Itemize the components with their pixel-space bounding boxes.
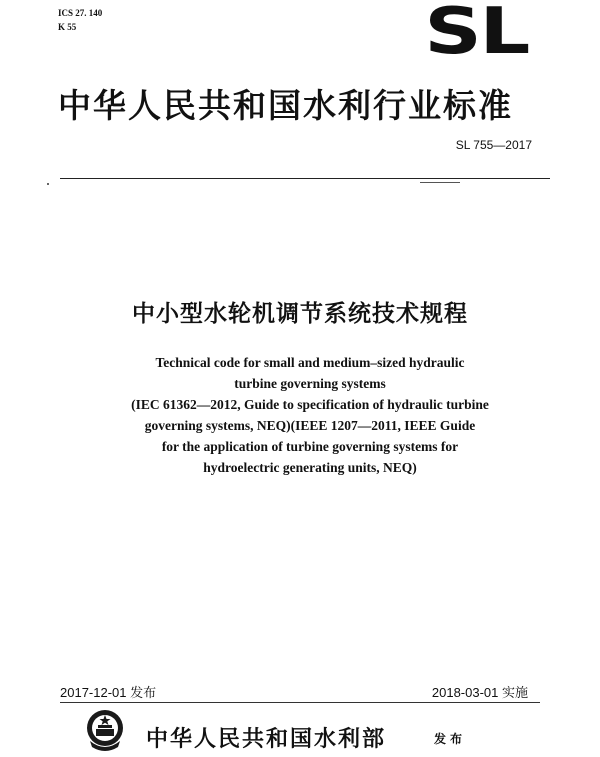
english-title-line: for the application of turbine governing systems for <box>161 439 459 454</box>
english-title-line: Technical code for small and medium–sized hydraulic <box>155 355 465 370</box>
standard-class-title: 中华人民共和国水利行业标准 <box>58 86 513 125</box>
publisher-name: 中华人民共和国水利部 <box>146 726 387 752</box>
sl-logo: SL <box>424 0 528 69</box>
scan-speck <box>47 183 49 185</box>
document-title-chinese: 中小型水轮机调节系统技术规程 <box>132 301 468 327</box>
english-title-line: hydroelectric generating units, NEQ) <box>203 460 417 475</box>
footer-divider <box>60 702 540 703</box>
document-title-english <box>60 352 560 478</box>
effective-date: 2018-03-01 实施 <box>431 685 528 700</box>
classification-codes <box>58 6 102 34</box>
english-title-line: governing systems, NEQ)(IEEE 1207—2011, IEEE Guide <box>144 418 476 433</box>
header-divider-accent <box>420 182 460 183</box>
header-divider <box>60 178 550 179</box>
english-title-line: turbine governing systems <box>234 376 386 391</box>
ics-code: ICS 27. 140 <box>58 8 103 18</box>
standard-number: SL 755—2017 <box>455 138 532 152</box>
publisher-suffix: 发布 <box>434 732 467 746</box>
ccs-code: K 55 <box>58 22 77 32</box>
english-title-line: (IEC 61362—2012, Guide to specification of hydraulic turbine <box>131 397 489 412</box>
issue-date: 2017-12-01 发布 <box>60 685 157 700</box>
national-emblem-icon <box>82 707 128 753</box>
